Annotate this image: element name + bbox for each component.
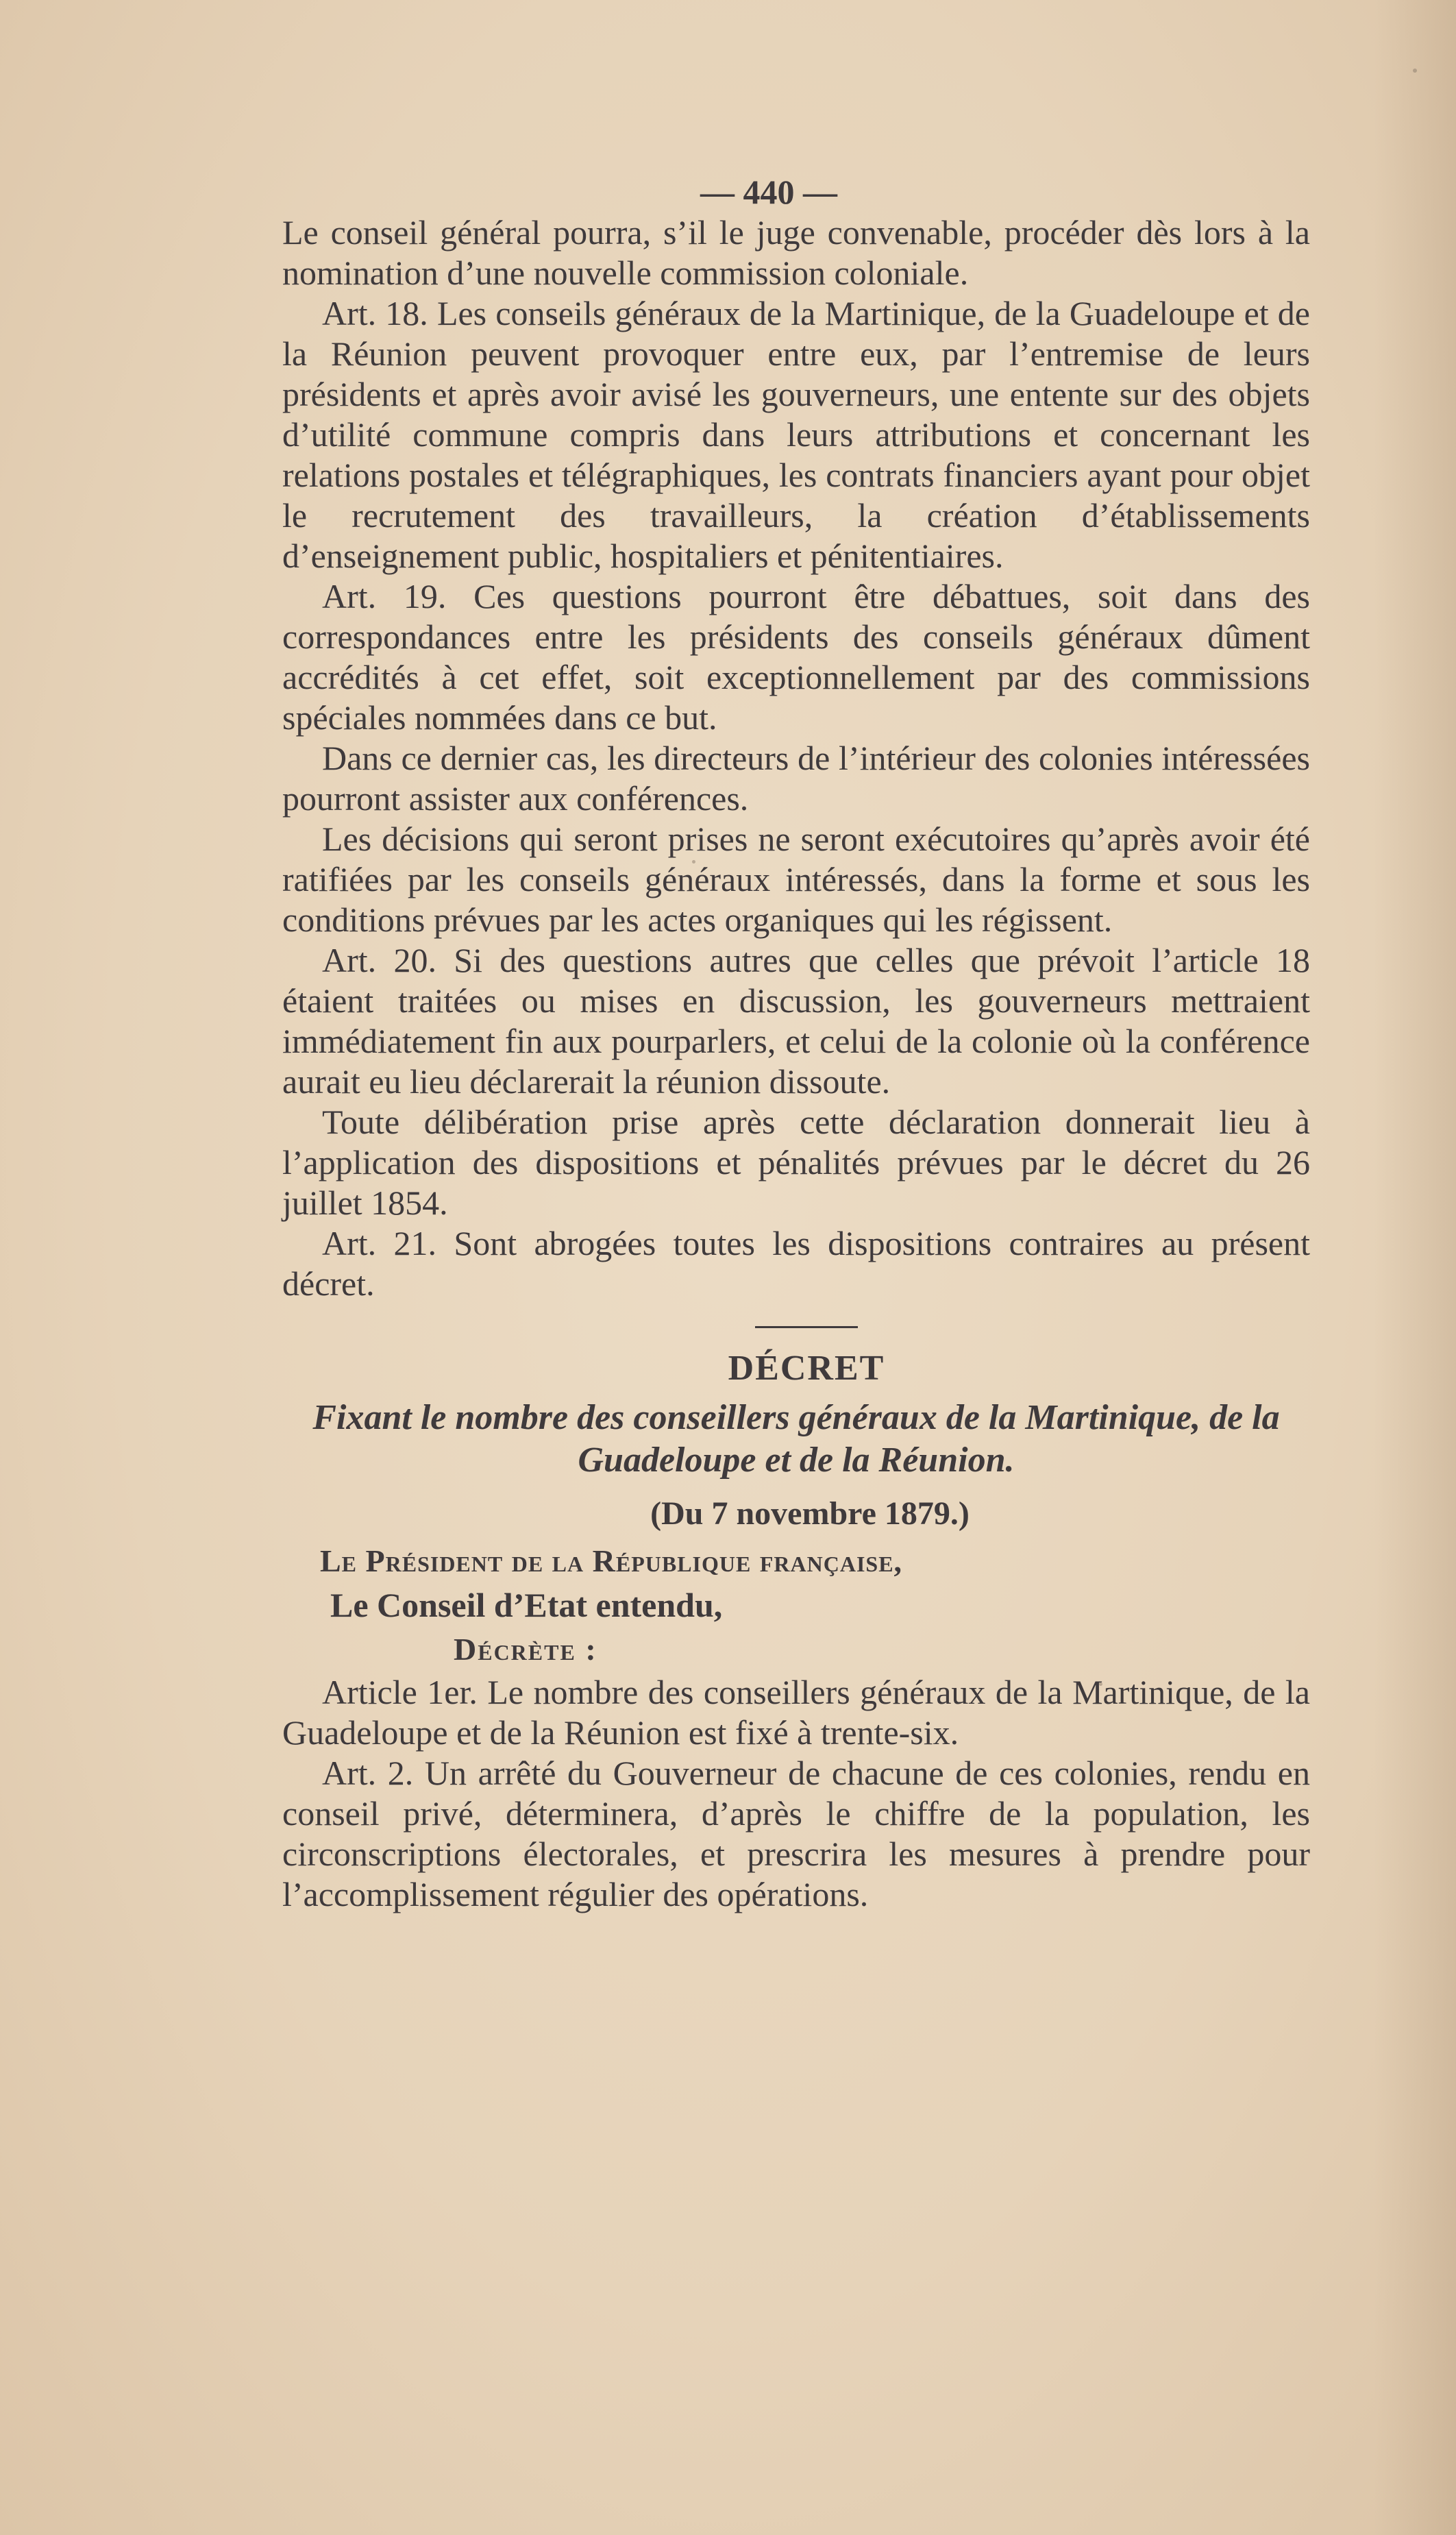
article-2-paragraph: Art. 2. Un arrêté du Gouverneur de chacune de ces colonies, rendu en conseil privé, déterminera, d’après le chiffre de la population, les circonscriptions électorales, et prescrira les mesures à prendre pour l’accomplissement régulier des opérations.: [282, 1754, 1310, 1913]
top-text-block: [282, 212, 1310, 1304]
article-18-paragraph: Art. 18. Les conseils généraux de la Martinique, de la Guadeloupe et de la Réunion peuvent provoquer entre eux, par l’entremise de leurs présidents et après avoir avisé les gouverneurs, une entente sur des objets d’utilité commune compris dans leurs attributions et concernant les relations postales et télégraphiques, les contrats financiers ayant pour objet le recrutement des travailleurs, la création d’établissements d’enseignement public, hospitaliers et pénitentiaires.: [282, 294, 1310, 575]
article-1-paragraph: Article 1er. Le nombre des conseillers généraux de la Martinique, de la Guadeloupe et de la Réunion est fixé à trente-six.: [282, 1673, 1310, 1752]
bottom-text-block: [282, 1672, 1310, 1915]
page-content: [282, 171, 1310, 1915]
paper-speck: [1413, 69, 1417, 73]
article-21-paragraph: Art. 21. Sont abrogées toutes les dispositions contraires au présent décret.: [282, 1224, 1310, 1303]
article-19-paragraph: Art. 19. Ces questions pourront être débattues, soit dans des correspondances entre les présidents des conseils généraux dûment accrédités à cet effet, soit exceptionnellement par des commissions spéciales nommées dans ce but.: [282, 577, 1310, 737]
decree-title: DÉCRET: [728, 1349, 885, 1388]
paragraph: Toute délibération prise après cette déclaration donnerait lieu à l’application des dispositions et pénalités prévues par le décret du 26 juillet 1854.: [282, 1103, 1310, 1222]
decrete-line: Décrète :: [454, 1632, 597, 1667]
section-divider: [755, 1326, 858, 1328]
decree-date: (Du 7 novembre 1879.): [650, 1495, 970, 1532]
article-20-paragraph: Art. 20. Si des questions autres que celles que prévoit l’article 18 étaient traitées ou mises en discussion, les gouverneurs mettraient immédiatement fin aux pourparlers, et celui de la colonie où la conférence aurait eu lieu déclarerait la réunion dissoute.: [282, 941, 1310, 1101]
paragraph: Les décisions qui seront prises ne seront exécutoires qu’après avoir été ratifiées par les conseils généraux intéressés, dans la forme et sous les conditions prévues par les actes organiques qui les régissent.: [282, 820, 1310, 939]
paragraph: Dans ce dernier cas, les directeurs de l’intérieur des colonies intéressées pourront assister aux conférences.: [282, 739, 1310, 818]
decree-header: [282, 1347, 1310, 1672]
conseil-line: Le Conseil d’Etat entendu,: [330, 1586, 723, 1624]
page-edge-shadow: [1374, 0, 1456, 2535]
president-line: Le Président de la République française,: [320, 1543, 903, 1578]
paragraph: Le conseil général pourra, s’il le juge convenable, procéder dès lors à la nomination d’une nouvelle commission coloniale.: [282, 213, 1310, 292]
decree-subtitle: Fixant le nombre des conseillers généraux de la Martinique, de la Guadeloupe et de la Réunion.: [312, 1398, 1280, 1480]
page-number: — 440 —: [700, 173, 837, 211]
